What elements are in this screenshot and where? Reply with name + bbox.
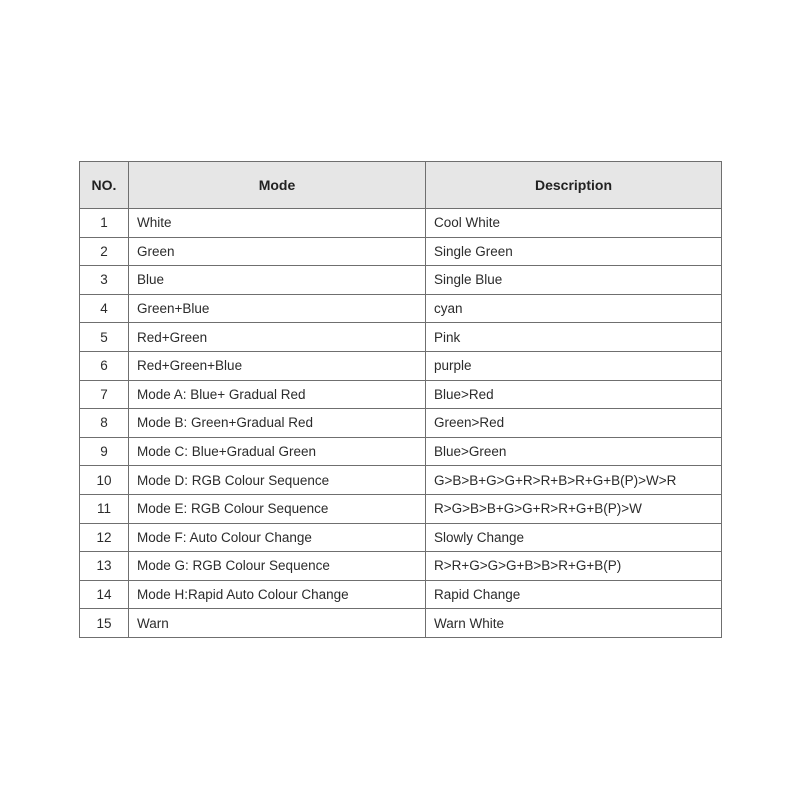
- table-header: [80, 162, 722, 209]
- header-description: Description: [426, 162, 722, 209]
- cell-description: Cool White: [426, 209, 722, 238]
- cell-description: Single Blue: [426, 266, 722, 295]
- cell-description: Slowly Change: [426, 523, 722, 552]
- cell-mode: Red+Green: [129, 323, 426, 352]
- cell-mode: Mode B: Green+Gradual Red: [129, 409, 426, 438]
- cell-no: 6: [80, 351, 129, 380]
- cell-no: 15: [80, 609, 129, 638]
- table-row: [80, 552, 722, 581]
- cell-no: 4: [80, 294, 129, 323]
- cell-mode: Mode G: RGB Colour Sequence: [129, 552, 426, 581]
- cell-no: 2: [80, 237, 129, 266]
- cell-description: Pink: [426, 323, 722, 352]
- table-row: [80, 380, 722, 409]
- cell-description: Warn White: [426, 609, 722, 638]
- table-row: [80, 294, 722, 323]
- table-body: [80, 209, 722, 638]
- mode-table: [79, 161, 722, 638]
- cell-mode: Red+Green+Blue: [129, 351, 426, 380]
- cell-no: 1: [80, 209, 129, 238]
- cell-description: Single Green: [426, 237, 722, 266]
- cell-mode: Blue: [129, 266, 426, 295]
- cell-mode: Mode E: RGB Colour Sequence: [129, 494, 426, 523]
- table-row: [80, 323, 722, 352]
- cell-mode: Mode A: Blue+ Gradual Red: [129, 380, 426, 409]
- cell-no: 12: [80, 523, 129, 552]
- table-row: [80, 266, 722, 295]
- cell-mode: Green+Blue: [129, 294, 426, 323]
- cell-mode: Warn: [129, 609, 426, 638]
- cell-mode: Mode D: RGB Colour Sequence: [129, 466, 426, 495]
- table-row: [80, 609, 722, 638]
- cell-no: 13: [80, 552, 129, 581]
- table-row: [80, 237, 722, 266]
- cell-description: R>R+G>G>G+B>B>R+G+B(P): [426, 552, 722, 581]
- table-row: [80, 494, 722, 523]
- table-row: [80, 523, 722, 552]
- cell-no: 9: [80, 437, 129, 466]
- cell-description: R>G>B>B+G>G+R>R+G+B(P)>W: [426, 494, 722, 523]
- cell-description: Rapid Change: [426, 580, 722, 609]
- cell-description: Green>Red: [426, 409, 722, 438]
- cell-mode: Mode F: Auto Colour Change: [129, 523, 426, 552]
- table-row: [80, 580, 722, 609]
- cell-description: Blue>Red: [426, 380, 722, 409]
- cell-no: 3: [80, 266, 129, 295]
- cell-mode: White: [129, 209, 426, 238]
- cell-mode: Mode C: Blue+Gradual Green: [129, 437, 426, 466]
- header-row: [80, 162, 722, 209]
- cell-no: 10: [80, 466, 129, 495]
- header-no: NO.: [80, 162, 129, 209]
- cell-no: 7: [80, 380, 129, 409]
- cell-mode: Mode H:Rapid Auto Colour Change: [129, 580, 426, 609]
- cell-no: 8: [80, 409, 129, 438]
- cell-description: purple: [426, 351, 722, 380]
- cell-no: 11: [80, 494, 129, 523]
- mode-table-container: [79, 161, 721, 638]
- cell-mode: Green: [129, 237, 426, 266]
- cell-description: G>B>B+G>G+R>R+B>R+G+B(P)>W>R: [426, 466, 722, 495]
- cell-description: cyan: [426, 294, 722, 323]
- table-row: [80, 351, 722, 380]
- table-row: [80, 437, 722, 466]
- header-mode: Mode: [129, 162, 426, 209]
- table-row: [80, 466, 722, 495]
- table-row: [80, 409, 722, 438]
- cell-no: 5: [80, 323, 129, 352]
- table-row: [80, 209, 722, 238]
- cell-description: Blue>Green: [426, 437, 722, 466]
- cell-no: 14: [80, 580, 129, 609]
